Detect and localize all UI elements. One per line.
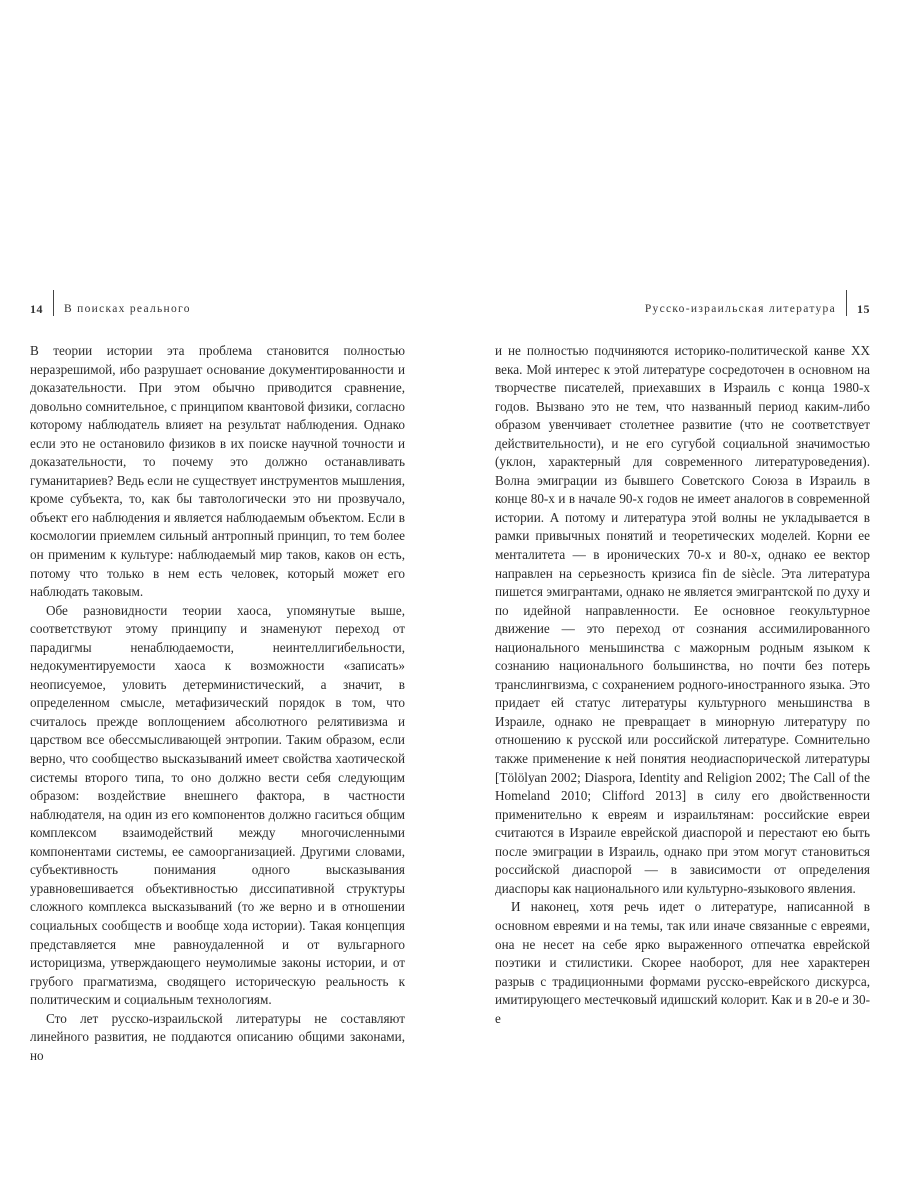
left-page-number: 14: [30, 301, 43, 316]
left-page: [30, 296, 405, 1065]
left-paragraph-3: Сто лет русско-израильской литературы не составляют линейного развития, не поддаются описанию общими законами, но: [30, 1010, 405, 1063]
right-running-title: Русско-израильская литература: [644, 303, 836, 315]
left-head-divider: [53, 290, 54, 316]
right-running-head: [495, 296, 870, 322]
left-body-text: [30, 342, 405, 1065]
right-page-number: 15: [857, 301, 870, 316]
right-paragraph-1: и не полностью подчиняются историко-политической канве XX века. Мой интерес к этой литературе сосредоточен в основном на творчестве писателей, приехавших в Израиль с конца 1980-х годов. Вызвано это не тем, что названный период каким-либо образом увенчивает столетнее развитие (что не соответствует действительности), и не его сугубой социальной значимостью (уклон, характерный для современного литературоведения). Волна эмиграции из бывшего Советского Союза в Израиль в конце 80-х и в начале 90-х годов не имеет аналогов в современной истории. А потому и литература этой волны не укладывается в рамки привычных понятий и теоретических моделей. Корни ее менталитета — в иронических 70-х и 80-х, однако ее вектор направлен на серьезность кризиса fin de siècle. Эта литература пишется эмигрантами, однако не является эмигрантской по духу и по идейной направленности. Ее основное геокультурное движение — это переход от сознания ассимилированного национального меньшинства с мажорным родным языком к сознанию национального большинства, но почти без потерь транслингвизма, с сохранением родного-иностранного языка. Это придает ей статус литературы культурного меньшинства в Израиле, однако не превращает в минорную литературу по отношению к русской или российской литературе. Сомнительно также применение к ней понятия неодиаспорической литературы [Tölölyan 2002; Diaspora, Identity and Religion 2002; The Call of the Homeland 2010; Clifford 2013] в силу его двойственности применительно к евреям и израильтянам: российские евреи считаются в Израиле еврейской диаспорой и перестают ею быть после эмиграции в Израиль, однако при этом могут становиться российской диаспорой — в зависимости от определения диаспоры как национального или культурно-языкового явления.: [495, 343, 870, 896]
left-running-head: [30, 296, 405, 322]
right-head-divider: [846, 290, 847, 316]
right-page: [495, 296, 870, 1028]
left-paragraph-1: В теории истории эта проблема становится полностью неразрешимой, ибо разрушает основание документированности и доказательности. При этом обычно приводится сравнение, довольно сомнительное, с принципом квантовой физики, согласно которому наблюдатель влияет на результат наблюдения. Однако если это не остановило физиков в их поиске научной точности и доказательности, то почему это должно останавливать гуманитариев? Ведь если не существует инструментов мышления, кроме субъекта, то, как бы тавтологически это ни прозвучало, объект его наблюдения и является наблюдаемым объектом. Если в космологии приемлем сильный антропный принцип, то тем более он применим к культуре: наблюдаемый мир таков, каков он есть, потому что только в нем есть человек, который может его наблюдать таковым.: [30, 343, 405, 600]
right-body-text: [495, 342, 870, 1028]
left-paragraph-2: Обе разновидности теории хаоса, упомянутые выше, соответствуют этому принципу и знаменуют переход от парадигмы ненаблюдаемости, неинтеллигибельности, недокументируемости хаоса к возможности «записать» неописуемое, уловить детерминистический, а значит, в определенном смысле, метафизический порядок в том, что считалось прежде воплощением абсолютного релятивизма и царством все обессмысливающей энтропии. Таким образом, если верно, что сообщество высказываний имеет свойства хаотической системы второго типа, то оно должно вести себя следующим образом: воздействие внешнего фактора, в частности наблюдателя, на один из его компонентов должно гаситься общим комплексом взаимодействий между многочисленными компонентами системы, ее самоорганизацией. Другими словами, субъективность понимания одного высказывания уравновешивается объективностью диссипативной структуры сложного комплекса высказываний (то же верно и в отношении социальных сообществ и вообще хода истории). Такая концепция представляется мне равноудаленной и от вульгарного историцизма, утверждающего неумолимые законы истории, и от грубого прагматизма, сводящего историческую реальность к политическим и социальным технологиям.: [30, 602, 405, 1008]
right-paragraph-2: И наконец, хотя речь идет о литературе, написанной в основном евреями и на темы, так или иначе связанные с евреями, она не несет на себе ярко выраженного отпечатка еврейской поэтики и стилистики. Скорее наоборот, для нее характерен разрыв с традиционными формами русско-еврейского дискурса, имитирующего местечковый идишский колорит. Как и в 20-е и 30-е: [495, 899, 870, 1026]
left-running-title: В поисках реального: [64, 303, 191, 315]
